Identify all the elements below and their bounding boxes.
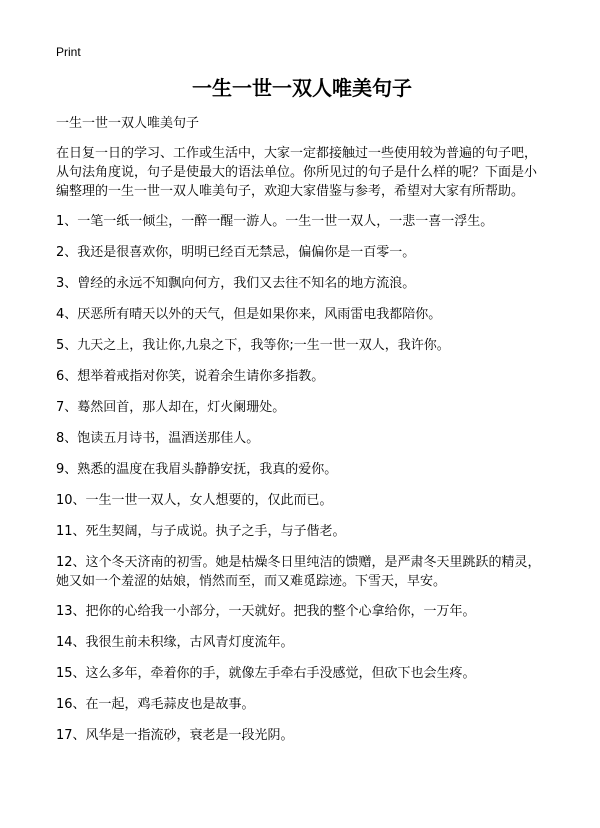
list-item: 3、曾经的永远不知飘向何方，我们又去往不知名的地方流浪。 [56,276,416,291]
list-item: 17、风华是一指流砂，衰老是一段光阴。 [56,728,294,743]
sentence-list [56,212,548,745]
list-item: 8、饱读五月诗书，温酒送那佳人。 [56,431,260,446]
list-item: 4、厌恶所有晴天以外的天气，但是如果你来，风雨雷电我都陪你。 [56,307,442,322]
list-item: 9、熟悉的温度在我眉头静静安抚，我真的爱你。 [56,462,338,477]
list-item: 2、我还是很喜欢你，明明已经百无禁忌，偏偏你是一百零一。 [56,245,416,260]
list-item: 11、死生契阔，与子成说。执子之手，与子偕老。 [56,524,346,539]
list-item: 14、我很生前未积缘，古风青灯度流年。 [56,635,294,650]
list-item: 15、这么多年，牵着你的手，就像左手牵右手没感觉，但砍下也会生疼。 [56,666,476,681]
list-item: 16、在一起，鸡毛蒜皮也是故事。 [56,697,255,712]
list-item: 6、想举着戒指对你笑，说着余生请你多指教。 [56,369,325,384]
list-item: 12、这个冬天济南的初雪。她是枯燥冬日里纯洁的馈赠，是严肃冬天里跳跃的精灵，她又如一个羞涩的姑娘，悄然而至，而又难觅踪迹。下雪天，早安。 [56,555,541,589]
list-item: 13、把你的心给我一小部分，一天就好。把我的整个心拿给你，一万年。 [56,604,476,619]
list-item: 5、九天之上，我让你,九泉之下，我等你;一生一世一双人，我许你。 [56,338,450,353]
page-title: 一生一世一双人唯美句子 [192,76,412,100]
intro-paragraph: 在日复一日的学习、工作或生活中，大家一定都接触过一些使用较为普遍的句子吧，从句法角度说，句子是使最大的语法单位。你所见过的句子是什么样的呢？下面是小编整理的一生一世一双人唯美句子，欢迎大家借鉴与参考，希望对大家有所帮助。 [56,146,538,199]
print-link[interactable]: Print [56,45,81,59]
list-item: 1、一笔一纸一倾尘，一醉一醒一游人。一生一世一双人，一悲一喜一浮生。 [56,214,494,229]
list-item: 7、蓦然回首，那人却在，灯火阑珊处。 [56,400,286,415]
document-subtitle: 一生一世一双人唯美句子 [56,116,200,131]
list-item: 10、一生一世一双人，女人想要的，仅此而已。 [56,493,333,508]
